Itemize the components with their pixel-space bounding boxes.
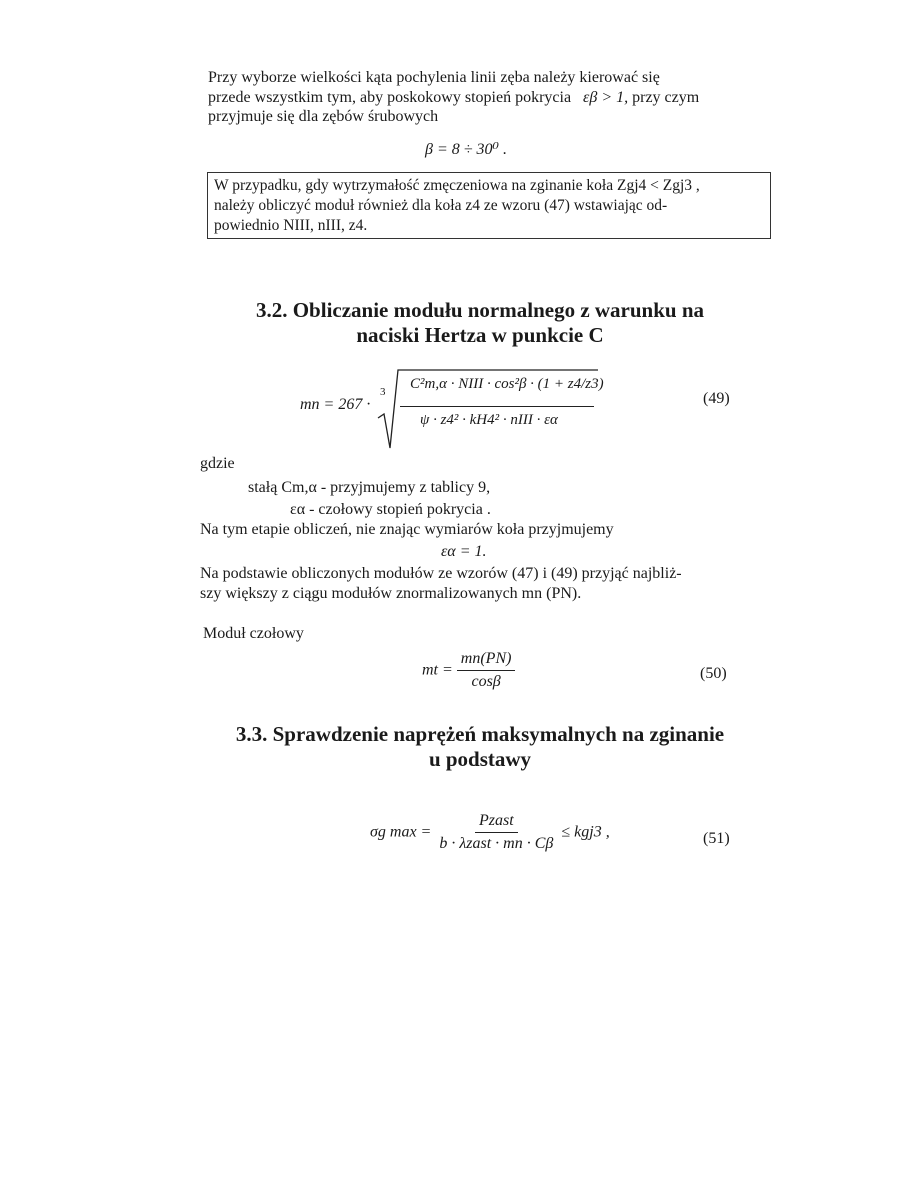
- equation-50: [422, 650, 515, 691]
- intro-line-3: przyjmuje się dla zębów śrubowych: [208, 108, 439, 125]
- eq51-number: (51): [703, 830, 730, 847]
- eq51-lhs: σg max =: [370, 823, 432, 841]
- eq49-lhs: mn = 267 ·: [300, 396, 371, 413]
- eq51-denominator: b · λzast · mn · Cβ: [439, 835, 554, 852]
- eq50-number: (50): [700, 665, 727, 682]
- equation-51: [370, 812, 610, 853]
- intro-line-1: Przy wyborze wielkości kąta pochylenia linii zęba należy kierować się: [208, 69, 660, 86]
- eq49-number: (49): [703, 390, 730, 407]
- notice-box: [207, 172, 771, 239]
- eq49-denominator: ψ · z4² · kH4² · nIII · εα: [420, 412, 558, 428]
- notice-line-1: W przypadku, gdy wytrzymałość zmęczeniowa na zginanie koła Zgj4 < Zgj3 ,: [214, 177, 700, 194]
- equation-49: [300, 368, 610, 458]
- epsilon-beta-condition: εβ > 1,: [583, 88, 629, 106]
- beta-range-formula: β = 8 ÷ 30⁰ .: [425, 141, 507, 158]
- where-label: gdzie: [200, 455, 235, 472]
- where-item-2: εα - czołowy stopień pokrycia .: [290, 501, 491, 518]
- notice-line-3: powiednio NIII, nIII, z4.: [214, 217, 368, 234]
- epsilon-alpha-value: εα = 1.: [441, 543, 487, 560]
- eq51-rhs: ≤ kgj3 ,: [561, 823, 610, 841]
- eq50-numerator: mn(PN): [457, 650, 516, 671]
- intro-line-2: przede wszystkim tym, aby poskokowy stopień pokrycia εβ > 1, przy czym: [208, 88, 700, 106]
- intro-paragraph: [208, 68, 768, 127]
- where-line-5: szy większy z ciągu modułów znormalizowanych mn (PN).: [200, 585, 582, 602]
- section-3-2-heading: 3.2. Obliczanie modułu normalnego z warunku na naciski Hertza w punkcie C: [255, 298, 705, 347]
- eq51-fraction: [435, 812, 557, 853]
- where-line-4: Na podstawie obliczonych modułów ze wzorów (47) i (49) przyjąć najbliż-: [200, 565, 682, 582]
- eq49-numerator: C²m,α · NIII · cos²β · (1 + z4/z3): [410, 376, 604, 392]
- eq50-label: Moduł czołowy: [203, 625, 304, 642]
- eq50-fraction: [457, 650, 516, 691]
- where-item-1: stałą Cm,α - przyjmujemy z tablicy 9,: [248, 479, 491, 496]
- eq50-denominator: cosβ: [471, 673, 501, 690]
- eq49-root-index: 3: [380, 386, 386, 398]
- eq51-numerator: Pzast: [475, 812, 518, 833]
- eq50-lhs: mt =: [422, 661, 453, 679]
- notice-line-2: należy obliczyć moduł również dla koła z4 ze wzoru (47) wstawiając od-: [214, 197, 668, 214]
- eq49-fraction-bar: [400, 406, 594, 407]
- where-line-3: Na tym etapie obliczeń, nie znając wymiarów koła przyjmujemy: [200, 521, 614, 538]
- section-3-3-heading: 3.3. Sprawdzenie naprężeń maksymalnych na zginanie u podstawy: [235, 722, 725, 771]
